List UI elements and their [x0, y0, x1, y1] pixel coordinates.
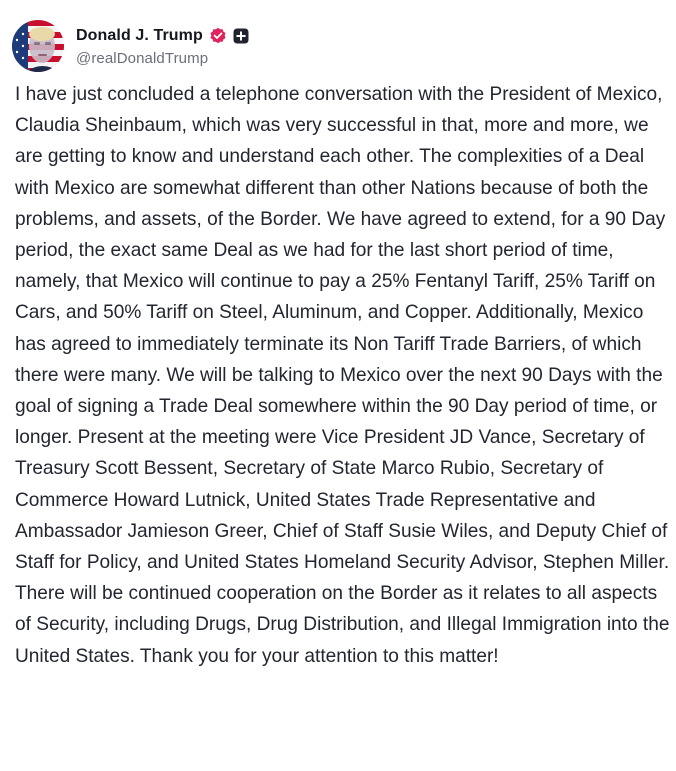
post-header [12, 18, 249, 74]
avatar[interactable] [12, 20, 64, 72]
plus-square-icon [233, 28, 249, 44]
verified-badge-icon [209, 27, 227, 45]
post-text: I have just concluded a telephone conversation with the President of Mexico, Claudia Sheinbaum, which was very successful in that, more and more, we are getting to know and understand each other. The complexities of a Deal with Mexico are somewhat different than other Nations because of both the problems, and assets, of the Border. We have agreed to extend, for a 90 Day period, the exact same Deal as we had for the last short period of time, namely, that Mexico will continue to pay a 25% Fentanyl Tariff, 25% Tariff on Cars, and 50% Tariff on Steel, Aluminum, and Copper. Additionally, Mexico has agreed to immediately terminate its Non Tariff Trade Barriers, of which there were many. We will be talking to Mexico over the next 90 Days with the goal of signing a Trade Deal somewhere within the 90 Day period of time, or longer. Present at the meeting were Vice President JD Vance, Secretary of Treasury Scott Bessent, Secretary of State Marco Rubio, Secretary of Commerce Howard Lutnick, United States Trade Representative and Ambassador Jamieson Greer, Chief of Staff Susie Wiles, and Deputy Chief of Staff for Policy, and United States Homeland Security Advisor, Stephen Miller. There will be continued cooperation on the Border as it relates to all aspects of Security, including Drugs, Drug Distribution, and Illegal Immigration into the United States. Thank you for your attention to this matter! [15, 84, 670, 667]
author-name-row [76, 25, 249, 47]
author-handle[interactable]: @realDonaldTrump [76, 50, 209, 67]
author-info [76, 25, 249, 67]
avatar-image [12, 20, 64, 72]
author-display-name[interactable]: Donald J. Trump [76, 27, 203, 44]
